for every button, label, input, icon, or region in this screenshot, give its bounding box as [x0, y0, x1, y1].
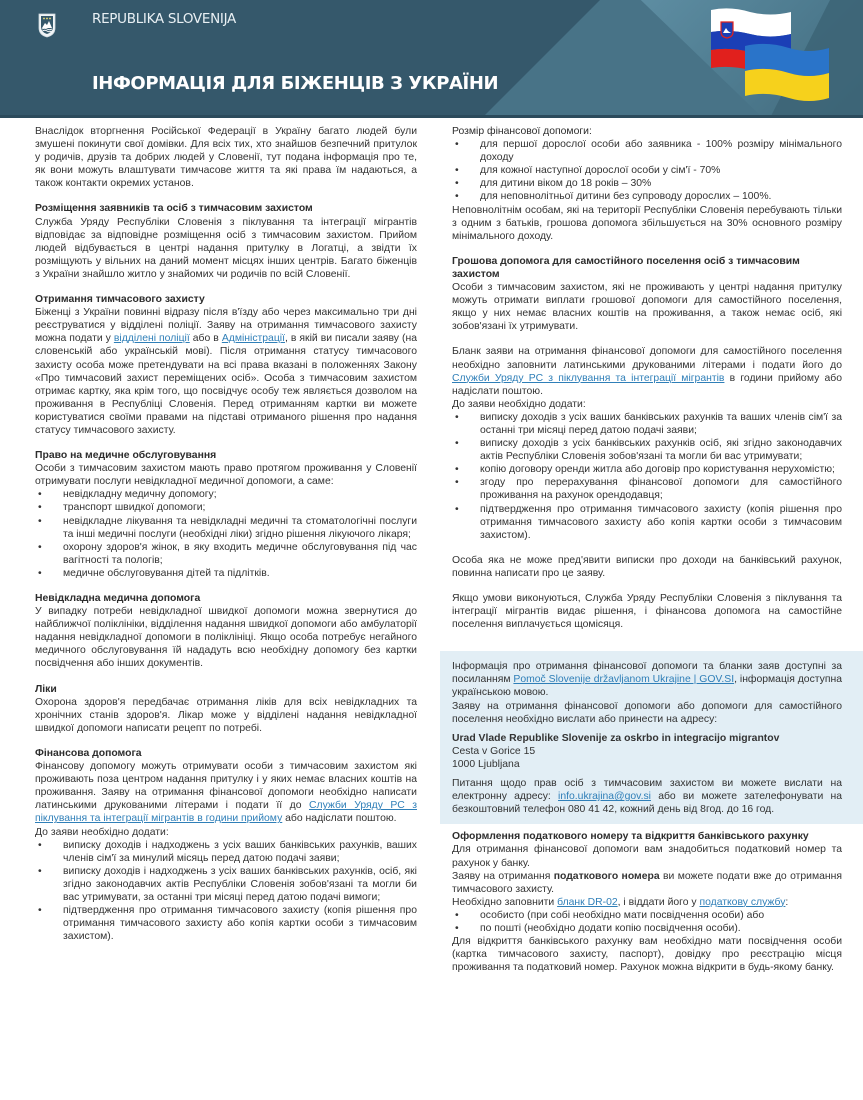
financial-text-part: або надіслати поштою. [282, 813, 397, 825]
list-item: • копію договору оренди житла або договір про користування нерухомістю; [452, 463, 842, 476]
address-city: 1000 Ljubljana [452, 758, 520, 770]
administration-link[interactable]: Адміністрації [221, 333, 285, 345]
tax-fill-part: , і віддати його у [617, 896, 700, 908]
dr02-form-link[interactable]: бланк DR-02 [557, 896, 618, 908]
list-item: • по пошті (необхідно додати копію посвідчення особи). [452, 922, 842, 935]
bank-text: Для відкриття банківського рахунку вам необхідно мати посвідчення особи (картка тимчасового захисту, паспорт), довідку про реєстрацію місця проживання та податковий номер. Рахунок можна відкрити в будь-якому банку. [452, 936, 842, 974]
tax-number-emphasis: податкового номера [553, 870, 660, 882]
contact-text-part: або ви можете зателефонувати на безкоштовний телефон [452, 791, 842, 816]
form-text [452, 345, 842, 397]
infobox-text-part: Інформація про отримання фінансової допомоги та бланки заяв доступні за посиланням [452, 661, 842, 686]
police-link[interactable]: відділені поліції [113, 333, 190, 345]
list-item: • невідкладне лікування та невідкладні медичні та стоматологічні послуги та інші медичні послуги (необхідні ліки) згідно рішення лікуючого лікаря; [35, 515, 417, 541]
conditions-text: Якщо умови виконуються, Служба Уряду Республіки Словенія з піклування та інтеграції мігрантів видає рішення, і фінансова допомога на самостійне поселення виплачується щомісяця. [452, 593, 842, 631]
gov-si-link[interactable]: Pomoč Slovenije državljanom Ukrajine | GOV.SI [513, 674, 735, 686]
migrant-office-link[interactable]: Служби Уряду РС з піклування та інтеграції мігрантів в години прийому [35, 800, 418, 825]
list-item: • виписку доходів з усіх ваших банківських рахунків та ваших членів сім'ї за останні три місяці перед датою подачі заяви; [452, 411, 842, 437]
infobox-text-part: , інформація доступна українською мовою. [452, 674, 842, 699]
list-item: • виписку доходів з усіх банківських рахунків осіб, які згідно законодавчих актів Республіки Словенія зобов'язані та могли би вас утримувати; [452, 437, 842, 463]
phone-number: 080 41 42 [567, 804, 615, 816]
list-item: • підтвердження про отримання тимчасового захисту (копія рішення про отримання тимчасового захисту або копія картки особи з тимчасовим захистом). [452, 503, 842, 542]
list-item: • для неповнолітньої дитини без супроводу дорослих – 100%. [452, 190, 842, 203]
tax-fill-part: : [785, 896, 789, 908]
attach-label: До заяви необхідно додати: [452, 398, 586, 410]
info-box [440, 651, 863, 824]
emergency-text: У випадку потреби невідкладної швидкої допомоги можна звернутися до найближчої поліклініки, відділення надання швидкої допомоги або амбулаторії надання невідкладної допомоги в поліклініці. Якщо особа потребує негайного медичного обслуговування їй нададуть всю необхідну допомогу без картки посвідчення або інших документів. [35, 606, 417, 670]
page-title: ІНФОРМАЦІЯ ДЛЯ БІЖЕНЦІВ З УКРАЇНИ [92, 73, 499, 94]
form-text-part: Бланк заяви на отримання фінансової допомоги для самостійного поселення необхідно заповнити латинськими друкованими літерами і подати його до [452, 346, 842, 371]
postal-address [452, 732, 842, 771]
list-item: • для кожної наступної дорослої особи у сім'ї - 70% [452, 164, 842, 177]
migrant-office-link[interactable]: Служби Уряду РС з піклування та інтеграції мігрантів [452, 372, 725, 384]
list-item: • виписку доходів і надходжень з усіх ваших банківських рахунків, осіб, які згідно законодавчих актів Республіки Словенія зобов'язані та могли би вас утримувати, за останні три місяці перед датою подачі вимоги; [35, 865, 417, 904]
address-street: Cesta v Gorice 15 [452, 745, 536, 757]
left-column [35, 125, 417, 943]
tax-fill-text [452, 896, 842, 909]
country-name: REPUBLIKA SLOVENIJA [92, 11, 236, 27]
send-text: Заяву на отримання фінансової допомоги або допомоги для самостійного поселення необхідно вислати або принести на адресу: [452, 700, 842, 725]
intro-paragraph: Внаслідок вторгнення Російської Федерації в Україну багато людей були змушені покинути свої домівки. Для всіх тих, хто знайшов безпечний притулок у родичів, друзів та добрих людей у Словенії, тут подана інформація про те, як вони можуть влаштувати тимчасове життя та які права їм надаються, а також контакти окремих установ. [35, 126, 417, 190]
form-text-part: в години прийому або надіслати поштою. [452, 372, 842, 397]
accommodation-text: Служба Уряду Республіки Словенія з піклування та інтеграції мігрантів відповідає за відповідне розміщення осіб з тимчасовим захистом. Прийом людей відбувається в центрі надання притулку в Логатці, а звідти їх розміщують у вільних на даний момент місцях інших центрів. Багато біженців з України знайшло житло у знайомих чи родичів по всій Словенії. [35, 216, 417, 280]
ukraine-flag-icon [745, 44, 829, 101]
contact-text-part: Питання щодо прав осіб з тимчасовим захистом ви можете вислати на електронну адресу: [452, 778, 842, 803]
medicines-text: Охорона здоров'я передбачає отримання ліків для всіх невідкладних та хронічних станів здоров'я. Лікар може у відділені надання невідкладної швидкої допомоги написати рецепт по потребі. [35, 696, 417, 734]
tax-apply-part: Заяву на отримання [452, 870, 554, 882]
list-item: • невідкладну медичну допомогу; [35, 488, 417, 501]
medical-list [35, 488, 417, 580]
tax-submission-list [452, 909, 842, 935]
list-item: • транспорт швидкої допомоги; [35, 501, 417, 514]
settlement-heading: Грошова допомога для самостійного поселення осіб з тимчасовим захистом [452, 255, 800, 280]
contact-text [452, 777, 842, 816]
contact-text-part: , кожний день від 8год. до 16 год. [614, 804, 775, 816]
slovenia-coat-of-arms-icon [38, 12, 56, 38]
tax-fill-part: Необхідно заповнити [452, 896, 558, 908]
financial-heading: Фінансова допомога [35, 747, 142, 759]
protection-text-part: , в якій ви писали заяву (на словенській або українській мові). Після отримання статусу тимчасового захисту особа може претендувати на всі права вказані в положеннях Закону «Про тимчасовий захист переміщених осіб». Особа з тимчасовим захистом отримає картку, яка крім того, що посвідчує особу теж являється дозволом на проживання в Республіці Словенія. Перед отриманням картки ви можете користуватися своїми правами на підставі отриманого рішення про надання статусу тимчасового захисту. [35, 333, 417, 436]
medical-heading: Право на медичне обслуговування [35, 450, 217, 462]
header-banner [0, 0, 863, 118]
protection-text-part: Біженці з України повинні відразу після в'їзду або через максимально три дні реєструватися у відділені поліції. Заяву на отримання тимчасового захисту можна подати у [35, 307, 417, 345]
no-statement-text: Особа яка не може пред'явити виписки про доходи на банківський рахунок, повинна написати про це заяву. [452, 554, 842, 579]
amount-heading: Розмір фінансової допомоги: [452, 126, 592, 137]
accommodation-heading: Розміщення заявників та осіб з тимчасовим захистом [35, 203, 313, 215]
amount-text: Неповнолітнім особам, які на території Республіки Словенія перебувають тільки з одним з батьків, грошова допомога збільшується на 30% основного розміру мінімального доходу. [452, 204, 842, 242]
protection-text-part: або в [189, 333, 222, 345]
tax-office-link[interactable]: податкову службу [699, 896, 786, 908]
list-item: • медичне обслуговування дітей та підлітків. [35, 567, 417, 580]
attach-label: До заяви необхідно додати: [35, 826, 169, 838]
emergency-heading: Невідкладна медична допомога [35, 593, 201, 604]
tax-apply-part: ви можете подати вже до отримання тимчасового захисту. [452, 870, 842, 895]
right-column [452, 125, 842, 974]
medicines-heading: Ліки [35, 683, 57, 695]
list-item: • виписку доходів і надходжень з усіх ваших банківських рахунків, ваших членів сім'ї за минулий місяць перед датою подачі заяви; [35, 839, 417, 865]
list-item: • підтвердження про отримання тимчасового захисту (копія рішення про отримання тимчасового захисту або копія картки особи з тимчасовим захистом). [35, 904, 417, 943]
slovenia-ukraine-flags-icon [705, 4, 835, 104]
settlement-text: Особи з тимчасовим захистом, які не проживають у центрі надання притулку можуть отримати виплати грошової допомоги для самостійного поселення, якщо у них немає власних коштів на проживання, а також немає осіб, які зобов'язані їх утримувати. [452, 282, 842, 333]
tax-heading: Оформлення податкового номеру та відкриття банківського рахунку [452, 831, 809, 843]
amount-list [452, 138, 842, 203]
list-item: • охорону здоров'я жінок, в яку входить медичне обслуговування під час вагітності та пологів; [35, 541, 417, 567]
list-item: • для першої дорослої особи або заявника - 100% розміру мінімального доходу [452, 138, 842, 164]
list-item: • згоду про перерахування фінансової допомоги для самостійного проживання на рахунок орендодавця; [452, 476, 842, 502]
settlement-attachments-list [452, 411, 842, 542]
financial-attachments-list [35, 839, 417, 944]
protection-heading: Отримання тимчасового захисту [35, 294, 205, 306]
tax-text: Для отримання фінансової допомоги вам знадобиться податковий номер та рахунок у банку. [452, 844, 842, 869]
email-link[interactable]: info.ukrajina@gov.si [558, 791, 651, 803]
financial-text-part: Фінансову допомогу можуть отримувати особи з тимчасовим захистом які проживають поза центром надання притулку і у яких немає власних коштів на проживання. Заяву на отримання фінансової допомоги необхідно написати латинськими друкованими літерами і подати її до [35, 761, 417, 812]
list-item: • особисто (при собі необхідно мати посвідчення особи) або [452, 909, 842, 922]
list-item: • для дитини віком до 18 років – 30% [452, 177, 842, 190]
infobox-text [452, 660, 842, 699]
tax-apply-text [452, 870, 842, 896]
address-office: Urad Vlade Republike Slovenije za oskrbo in integracijo migrantov [452, 732, 780, 744]
medical-text: Особи з тимчасовим захистом мають право протягом проживання у Словенії отримувати послуги невідкладної медичної допомоги, а саме: [35, 463, 417, 488]
financial-text [35, 760, 417, 825]
protection-text [35, 306, 417, 437]
